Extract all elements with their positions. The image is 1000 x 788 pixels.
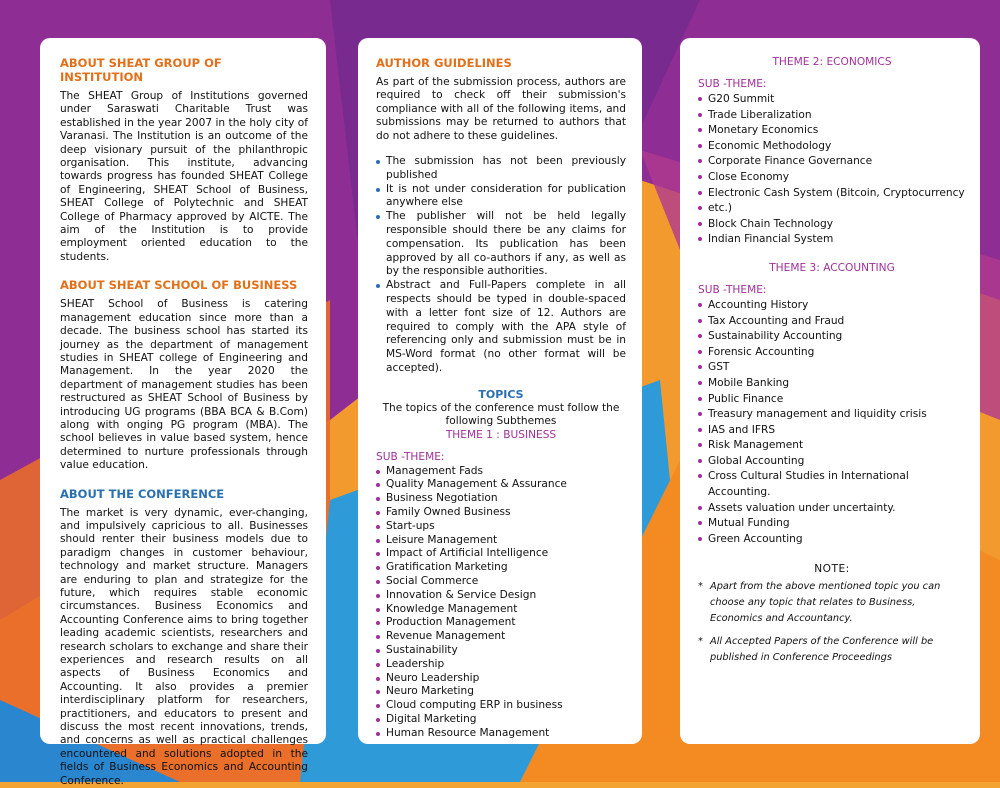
theme2-item: Electronic Cash System (Bitcoin, Cryptocurrency (698, 186, 966, 202)
theme1-item: Human Resource Management (376, 727, 626, 741)
theme1-item: Knowledge Management (376, 603, 626, 617)
guideline-item: It is not under consideration for publication anywhere else (376, 183, 626, 211)
theme2-heading: THEME 2: ECONOMICS (772, 56, 892, 68)
theme2-item: Monetary Economics (698, 123, 966, 139)
theme1-item: Innovation & Service Design (376, 589, 626, 603)
theme3-item: Assets valuation under uncertainty. (698, 501, 966, 517)
note-item (698, 579, 966, 626)
theme3-item: Green Accounting (698, 532, 966, 548)
theme3-item: Accounting History (698, 298, 966, 314)
theme1-item: Gratification Marketing (376, 561, 626, 575)
theme3-item: Sustainability Accounting (698, 329, 966, 345)
theme3-item: Public Finance (698, 392, 966, 408)
theme2-item: Close Economy (698, 170, 966, 186)
theme3-item: Tax Accounting and Fraud (698, 314, 966, 330)
theme2-item: Block Chain Technology (698, 217, 966, 233)
theme1-item: Revenue Management (376, 630, 626, 644)
theme1-heading: THEME 1 : BUSINESS (445, 428, 557, 441)
about-panel (40, 38, 326, 787)
theme1-item: Neuro Marketing (376, 685, 626, 699)
group-heading: ABOUT SHEAT GROUP OF INSTITUTION (60, 56, 222, 84)
theme2-item: Indian Financial System (698, 232, 966, 248)
theme2-subtheme-label: SUB -THEME: (698, 78, 767, 90)
conference-text: The market is very dynamic, ever-changing, and impulsively capricious to all. Businesses should renter their business models due to paradigm changes in customer behaviour, technology and market structure. Managers are enduring to plan and strategize for the future, which requires stable economic circumstances. Business Economics and Accounting Conference aims to bring together leading academic scientists, researchers and research scholars to exchange and share their experiences and research results on all aspects of Business Economics and Accounting. It also provides a premier interdisciplinary platform for researchers, practitioners, and educators to present and discuss the most recent innovations, trends, and concerns as well as practical challenges encountered and solutions adopted in the fields of Business Economics and Accounting Conference. (60, 506, 308, 787)
note-marker: * (698, 581, 703, 593)
note-text: Apart from the above mentioned topic you can choose any topic that relates to Business, Economics and Accountancy. (710, 581, 941, 624)
theme3-heading: THEME 3: ACCOUNTING (769, 261, 895, 274)
theme1-item: Start-ups (376, 520, 626, 534)
theme3-item: Global Accounting (698, 454, 966, 470)
theme1-item: Cloud computing ERP in business (376, 699, 626, 713)
theme1-item: Leadership (376, 658, 626, 672)
theme1-item: Social Commerce (376, 575, 626, 589)
guidelines-intro: As part of the submission process, authors are required to check off their submission's compliance with all of the following items, and submissions may be returned to authors that do not adhere to these guidelines. (376, 76, 626, 142)
conference-heading: ABOUT THE CONFERENCE (60, 486, 225, 501)
themes-panel (680, 38, 980, 744)
theme1-item: Production Management (376, 616, 626, 630)
school-text: SHEAT School of Business is catering management education since more than a decade. The business school has started its journey as the department of management studies in SHEAT college of Engineering and Management. In the year 2020 the department of management studies has been restructured as SHEAT School of Business by introducing UG programs (BBA BCA & B.Com) along with onging PG program (MBA). The school believes in value based system, hence determined to nurture professionals through value education. (60, 298, 308, 472)
theme3-item: Mobile Banking (698, 376, 966, 392)
theme1-list (376, 465, 626, 741)
guideline-item: The submission has not been previously published (376, 155, 626, 183)
school-heading: ABOUT SHEAT SCHOOL OF BUSINESS (60, 278, 298, 293)
theme1-item: Leisure Management (376, 534, 626, 548)
theme2-item: etc.) (698, 201, 966, 217)
theme2-item: G20 Summit (698, 92, 966, 108)
theme3-item: Cross Cultural Studies in International Accounting. (698, 469, 966, 500)
note-text: All Accepted Papers of the Conference will be published in Conference Proceedings (710, 636, 934, 663)
theme1-item: Management Fads (376, 465, 626, 479)
guideline-item: Abstract and Full-Papers complete in all respects should be typed in double-spaced with a letter font size of 12. Authors are required to comply with the APA style of referencing only and submission must be in MS-Word format (no other format will be accepted). (376, 279, 626, 376)
theme2-item: Trade Liberalization (698, 108, 966, 124)
group-text: The SHEAT Group of Institutions governed under Saraswati Charitable Trust was established in the year 2007 in the holy city of Varanasi. The Institution is an outcome of the deep visionary pursuit of the philanthropic organisation. This institute, advancing towards progress has founded SHEAT College of Engineering, SHEAT School of Business, SHEAT College of Polytechnic and SHEAT College of Pharmacy approved by AICTE. The aim of the Institution is to provide employment oriented education to the students. (60, 90, 308, 263)
theme1-item: Sustainability (376, 644, 626, 658)
theme3-item: GST (698, 360, 966, 376)
guideline-item: The publisher will not be held legally responsible should there be any claims for compensation. Its publication has been approved by all co-authors if any, as well as by the responsible authorities. (376, 210, 626, 279)
theme3-item: Treasury management and liquidity crisis (698, 407, 966, 423)
guidelines-list (376, 155, 626, 376)
theme2-item: Corporate Finance Governance (698, 154, 966, 170)
theme1-item: Neuro Leadership (376, 672, 626, 686)
theme3-item: Forensic Accounting (698, 345, 966, 361)
theme3-item: Mutual Funding (698, 516, 966, 532)
theme1-item: Impact of Artificial Intelligence (376, 547, 626, 561)
theme1-item: Digital Marketing (376, 713, 626, 727)
note-marker: * (698, 636, 703, 648)
note-title: NOTE: (814, 563, 850, 576)
theme3-list (698, 298, 966, 548)
theme3-item: IAS and IFRS (698, 423, 966, 439)
guidelines-panel (358, 38, 642, 744)
topics-description: The topics of the conference must follow the following Subthemes (382, 401, 620, 428)
theme1-item: Quality Management & Assurance (376, 478, 626, 492)
guidelines-heading: AUTHOR GUIDELINES (376, 56, 512, 70)
theme1-item: Family Owned Business (376, 506, 626, 520)
theme3-item: Risk Management (698, 438, 966, 454)
note-item (698, 634, 966, 665)
theme2-item: Economic Methodology (698, 139, 966, 155)
theme1-item: Business Negotiation (376, 492, 626, 506)
theme2-list (698, 92, 966, 248)
topics-heading: TOPICS (478, 387, 524, 401)
theme3-subtheme-label: SUB -THEME: (698, 283, 767, 296)
theme1-subtheme-label: SUB -THEME: (376, 450, 445, 463)
